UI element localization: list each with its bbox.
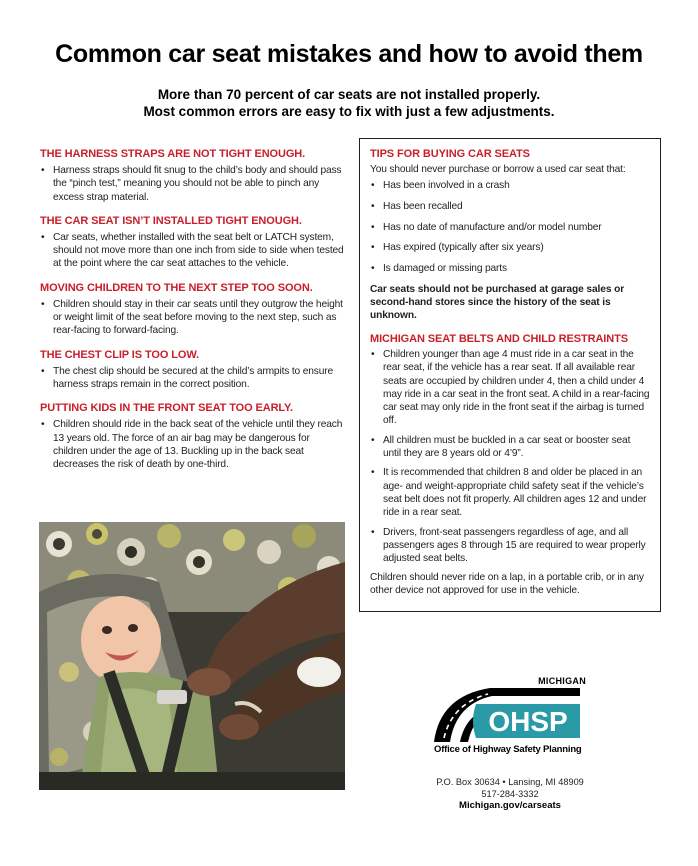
subtitle-line-1: More than 70 percent of car seats are not installed properly. [157,87,541,102]
ohsp-logo [430,676,590,756]
section-bullet: • Children should ride in the back seat of the vehicle until they reach 13 years old. The force of an air bag may be dangerous for children under the age of 13. Buckling up in the back seat decreases the risk of death by one-third. [40,418,345,471]
tips-item: • Has been recalled [370,200,650,213]
tips-and-laws-box [359,138,661,612]
contact-address: P.O. Box 30634 • Lansing, MI 48909 [436,777,584,787]
section-heading: PUTTING KIDS IN THE FRONT SEAT TOO EARLY. [40,402,293,415]
section-heading: THE CHEST CLIP IS TOO LOW. [40,348,199,361]
baby-car-seat-photo [39,522,345,790]
section-bullet: • Harness straps should fit snug to the child’s body and should pass the “pinch test,” meaning you should not be able to pinch any excess strap material. [40,164,345,204]
contact-url[interactable]: Michigan.gov/carseats [459,800,561,811]
page-subtitle [0,86,698,120]
page-title: Common car seat mistakes and how to avoid them [55,40,643,68]
logo-acronym: OHSP [488,706,568,737]
ohsp-road-mark [430,676,590,744]
logo-office-name: Office of Highway Safety Planning [434,744,582,755]
mistake-section-harness [40,147,345,204]
subtitle-line-2: Most common errors are easy to fix with just a few adjustments. [143,104,555,119]
mistake-section-chest-clip [40,348,345,392]
section-bullet: • Children should stay in their car seats until they outgrow the height or weight limit of the seat before moving to the next step, such as rear-facing to forward-facing. [40,298,345,338]
michigan-item: • Children younger than age 4 must ride in a car seat in the rear seat, if the vehicle has a rear seat. If all available rear seats are occupied by children under 4, then a child under 4 may ride in a car seat in the front seat. A child in a rear-facing car seat may only ride in the front seat if the airbag is turned off. [370,348,650,428]
mistake-section-front-seat [40,401,345,471]
section-heading: THE CAR SEAT ISN’T INSTALLED TIGHT ENOUGH. [40,214,302,227]
tips-item: • Has no date of manufacture and/or model number [370,221,650,234]
mistake-section-installation [40,214,345,271]
tips-note: Car seats should not be purchased at garage sales or second-hand stores since the history of the seat is unknown. [370,283,625,321]
michigan-item: • Drivers, front-seat passengers regardless of age, and all passengers ages 8 through 15 are required to wear properly adjusted seat belts. [370,526,650,566]
michigan-item: • All children must be buckled in a car seat or booster seat until they are 8 years old or 4’9”. [370,434,650,461]
contact-phone: 517-284-3332 [481,789,539,799]
michigan-heading: MICHIGAN SEAT BELTS AND CHILD RESTRAINTS [370,332,628,345]
section-bullet: • Car seats, whether installed with the seat belt or LATCH system, should not move more than one inch from side to side when tested at the point where the car seat attaches to the vehicle. [40,231,345,271]
michigan-outro: Children should never ride on a lap, in a portable crib, or in any other device not approved for use in the vehicle. [370,572,644,597]
section-heading: THE HARNESS STRAPS ARE NOT TIGHT ENOUGH. [40,148,306,160]
mistakes-column [40,147,345,481]
logo-state: MICHIGAN [538,676,586,686]
tips-item: • Has expired (typically after six years) [370,241,650,254]
mistake-section-next-step [40,281,345,338]
tips-item: • Has been involved in a crash [370,179,650,192]
contact-block [420,776,600,812]
tips-intro: You should never purchase or borrow a used car seat that: [370,164,626,175]
michigan-item: • It is recommended that children 8 and older be placed in an age- and weight-appropriate child safety seat if the vehicle’s seat belt does not fit properly. All children ages 12 and under ride in a rear seat. [370,466,650,519]
tips-item: • Is damaged or missing parts [370,262,650,275]
section-heading: MOVING CHILDREN TO THE NEXT STEP TOO SOON. [40,281,313,294]
section-bullet: • The chest clip should be secured at the child’s armpits to ensure harness straps remain in the correct position. [40,365,345,392]
tips-heading: TIPS FOR BUYING CAR SEATS [370,148,530,160]
